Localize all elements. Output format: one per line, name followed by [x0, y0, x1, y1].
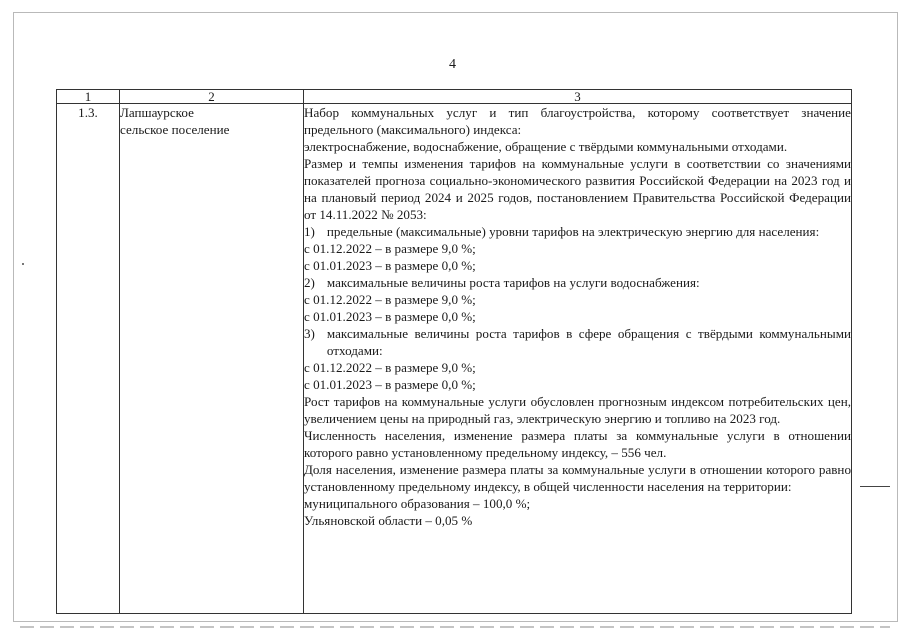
table-row	[57, 104, 852, 614]
tariff-intro: Размер и темпы изменения тарифов на коммунальные услуги в соответствии со значениями показателей прогноза социально-экономического развития Российской Федерации на 2023 год и на плановый период 2024 и 2025 годов, постановлением Правительства Российской Федерации от 14.11.2022 № 2053:	[304, 156, 851, 222]
tariff-item-3	[304, 325, 851, 359]
tariff-item-1-marker: 1)	[304, 224, 315, 239]
tariff-item-1-text: предельные (максимальные) уровни тарифов на электрическую энергию для населения:	[326, 224, 820, 239]
tariff-item-3-line-1: с 01.12.2022 – в размере 9,0 %;	[304, 360, 476, 375]
header-col-3: 3	[304, 90, 852, 104]
table-header-row	[57, 90, 852, 104]
header-col-2: 2	[120, 90, 304, 104]
tariff-item-3-line-2: с 01.01.2023 – в размере 0,0 %;	[304, 377, 476, 392]
settlement-name	[120, 104, 304, 614]
tariff-item-3-marker: 3)	[304, 326, 315, 341]
settlement-name-line-2: сельское поселение	[120, 122, 230, 137]
tariff-item-2	[304, 274, 851, 291]
row-content	[304, 104, 852, 614]
margin-mark	[860, 486, 890, 487]
tariff-item-2-text: максимальные величины роста тарифов на услуги водоснабжения:	[326, 275, 700, 290]
tariff-item-1	[304, 223, 851, 240]
row-number: 1.3.	[57, 104, 120, 614]
tariff-item-3-text: максимальные величины роста тарифов в сфере обращения с твёрдыми коммунальными отходами:	[326, 326, 851, 358]
tariff-item-2-line-2: с 01.01.2023 – в размере 0,0 %;	[304, 309, 476, 324]
scan-speck	[22, 263, 24, 265]
page-number: 4	[449, 57, 456, 72]
tariff-item-1-line-1: с 01.12.2022 – в размере 9,0 %;	[304, 241, 476, 256]
header-col-1: 1	[57, 90, 120, 104]
settlement-name-line-1: Лапшаурское	[120, 105, 194, 120]
services-list: электроснабжение, водоснабжение, обращение с твёрдыми коммунальными отходами.	[304, 139, 788, 154]
tariff-item-2-line-1: с 01.12.2022 – в размере 9,0 %;	[304, 292, 476, 307]
tariff-table	[56, 89, 852, 614]
tariff-item-1-line-2: с 01.01.2023 – в размере 0,0 %;	[304, 258, 476, 273]
services-intro: Набор коммунальных услуг и тип благоустройства, которому соответствует значение предельного (максимального) индекса:	[304, 105, 851, 137]
share-region: Ульяновской области – 0,05 %	[304, 513, 473, 528]
scan-edge-strip	[20, 626, 890, 628]
share-intro: Доля населения, изменение размера платы за коммунальные услуги в отношении которого равно установленному предельному индексу, в общей численности населения на территории:	[304, 462, 851, 494]
tariff-item-2-marker: 2)	[304, 275, 315, 290]
population-paragraph: Численность населения, изменение размера платы за коммунальные услуги в отношении которого равно установленному предельному индексу, – 556 чел.	[304, 428, 851, 460]
growth-paragraph: Рост тарифов на коммунальные услуги обусловлен прогнозным индексом потребительских цен, увеличением цены на природный газ, электрическую энергию и топливо на 2023 год.	[304, 394, 851, 426]
share-municipal: муниципального образования – 100,0 %;	[304, 496, 531, 511]
